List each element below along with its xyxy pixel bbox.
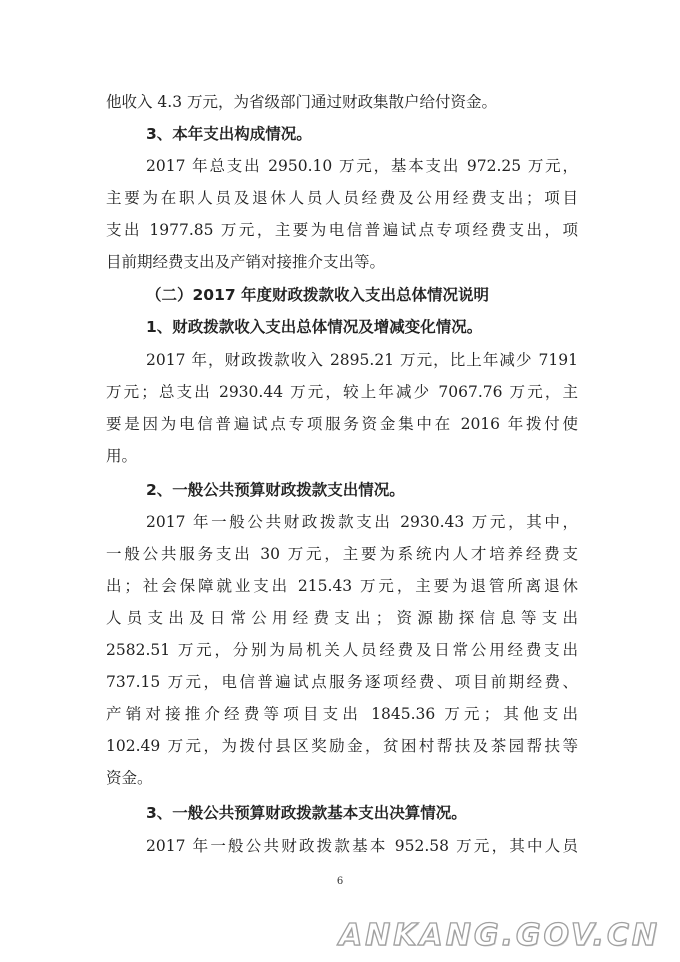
paragraph-line: 737.15 万元，电信普遍试点服务逐项经费、项目前期经费、 [106, 673, 578, 691]
paragraph-line: 产销对接推介经费等项目支出 1845.36 万元；其他支出 [106, 705, 578, 723]
paragraph-line: 2582.51 万元，分别为局机关人员经费及日常公用经费支出 [106, 641, 578, 659]
paragraph-line: 他收入 4.3 万元，为省级部门通过财政集散户给付资金。 [106, 93, 498, 111]
paragraph-line: 资金。 [106, 769, 153, 787]
section-heading: （二）2017 年度财政拨款收入支出总体情况说明 [146, 286, 490, 304]
paragraph-line: 主要为在职人员及退休人员人员经费及公用经费支出；项目 [106, 189, 578, 207]
page-number: 6 [336, 876, 344, 887]
paragraph-line: 用。 [106, 447, 138, 465]
paragraph-line: 要是因为电信普遍试点专项服务资金集中在 2016 年拨付使 [106, 415, 578, 433]
paragraph-line: 2017 年，财政拨款收入 2895.21 万元，比上年减少 7191 [146, 351, 578, 369]
paragraph-line: 2017 年一般公共财政拨款支出 2930.43 万元，其中， [146, 513, 578, 531]
paragraph-line: 102.49 万元，为拨付县区奖励金，贫困村帮扶及茶园帮扶等 [106, 737, 578, 755]
paragraph-line: 目前期经费支出及产销对接推介支出等。 [106, 253, 386, 271]
paragraph-line: 万元；总支出 2930.44 万元，较上年减少 7067.76 万元，主 [106, 383, 578, 401]
paragraph-line: 支出 1977.85 万元，主要为电信普遍试点专项经费支出，项 [106, 221, 578, 239]
section-heading: 1、财政拨款收入支出总体情况及增减变化情况。 [146, 318, 483, 336]
section-heading: 2、一般公共预算财政拨款支出情况。 [146, 481, 405, 499]
section-heading: 3、一般公共预算财政拨款基本支出决算情况。 [146, 804, 467, 822]
site-watermark: ANKANG.GOV.CN [338, 918, 660, 953]
paragraph-line: 2017 年总支出 2950.10 万元，基本支出 972.25 万元， [146, 157, 578, 175]
paragraph-line: 2017 年一般公共财政拨款基本 952.58 万元，其中人员 [146, 837, 578, 855]
paragraph-line: 出；社会保障就业支出 215.43 万元，主要为退管所离退休 [106, 577, 578, 595]
paragraph-line: 一般公共服务支出 30 万元，主要为系统内人才培养经费支 [106, 545, 578, 563]
paragraph-line: 人员支出及日常公用经费支出；资源勘探信息等支出 [106, 609, 578, 627]
section-heading: 3、本年支出构成情况。 [146, 125, 312, 143]
